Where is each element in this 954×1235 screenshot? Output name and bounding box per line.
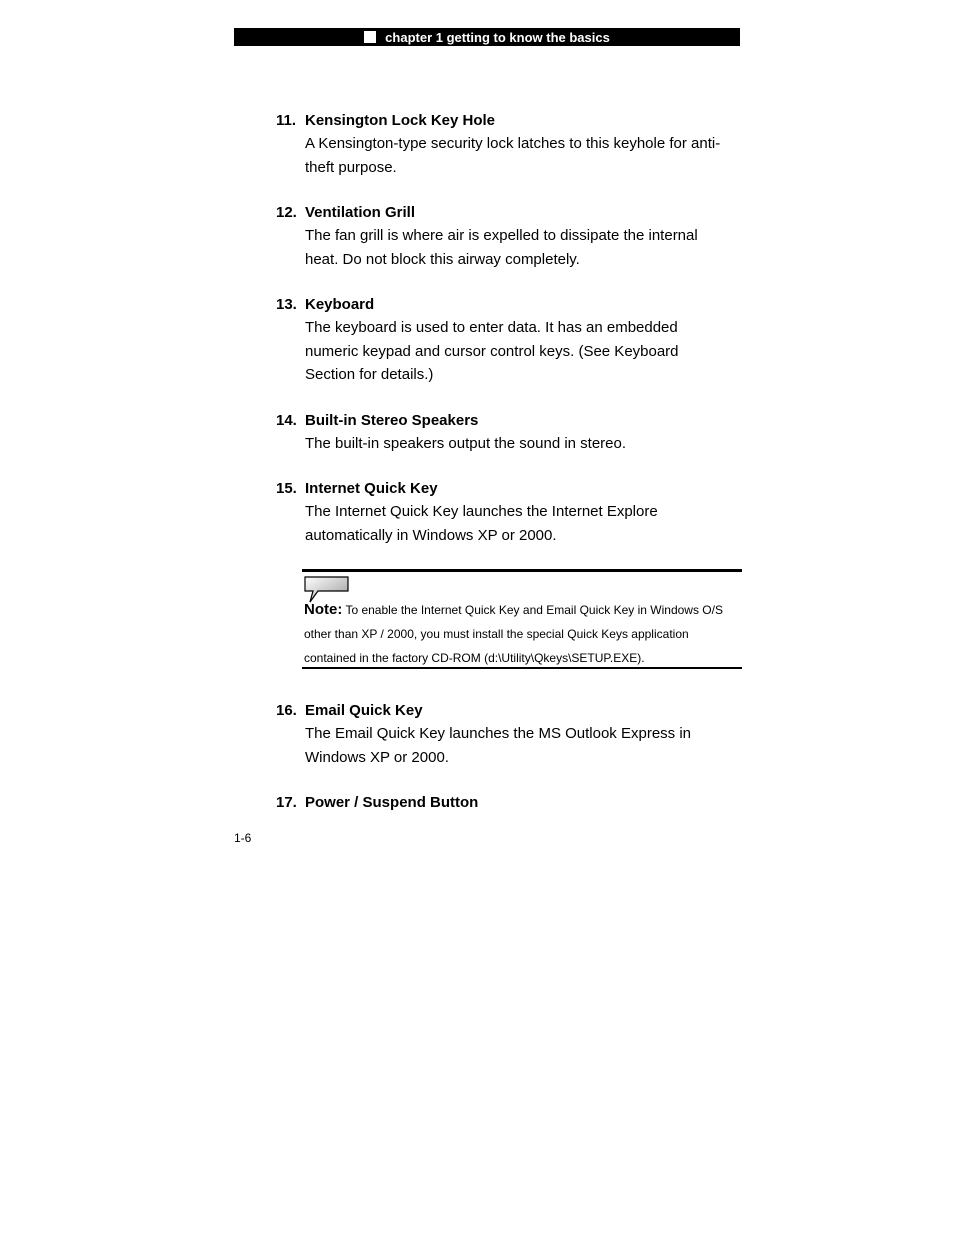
list-item [276, 409, 746, 456]
item-heading [276, 201, 746, 224]
item-number: 14. [276, 411, 297, 429]
list-item [276, 791, 746, 814]
item-number: 13. [276, 296, 297, 313]
item-number: 12. [276, 204, 297, 221]
item-number: 16. [276, 702, 297, 719]
item-title: Ventilation Grill [305, 204, 416, 221]
list-item [276, 293, 746, 387]
item-heading [276, 699, 746, 722]
note-box [302, 569, 742, 669]
list-item [276, 699, 746, 769]
item-heading [276, 477, 746, 500]
list-item [276, 109, 746, 179]
header-square-icon [364, 31, 376, 43]
note-text: To enable the Internet Quick Key and Email Quick Key in Windows O/S other than XP / 2000, you must install the special Quick Keys application contained in the factory CD-ROM (d:\Utility\Qkeys\SETUP.EXE). [304, 603, 723, 665]
list-item [276, 201, 746, 271]
chapter-header [234, 28, 740, 46]
item-title: Power / Suspend Button [305, 794, 479, 811]
chapter-title: chapter 1 getting to know the basics [385, 29, 610, 45]
note-label: Note: [304, 601, 343, 618]
item-title: Internet Quick Key [305, 480, 438, 497]
page-content [276, 109, 746, 836]
item-number: 15. [276, 480, 297, 497]
list-item [276, 477, 746, 547]
item-title: Kensington Lock Key Hole [305, 112, 496, 129]
item-title: Built-in Stereo Speakers [305, 411, 479, 429]
item-heading [276, 409, 746, 432]
item-description: The Internet Quick Key launches the Internet Explore automatically in Windows XP or 2000. [305, 503, 658, 544]
item-number: 17. [276, 794, 297, 811]
item-description: The built-in speakers output the sound in stereo. [305, 434, 627, 452]
item-heading [276, 293, 746, 316]
item-description: The keyboard is used to enter data. It has an embedded numeric keypad and cursor control keys. (See Keyboard Section for details.) [305, 319, 679, 383]
page-number: 1-6 [234, 831, 252, 845]
item-description: A Kensington-type security lock latches to this keyhole for anti-theft purpose. [305, 135, 721, 176]
item-title: Keyboard [305, 296, 375, 313]
item-title: Email Quick Key [305, 702, 423, 719]
item-description: The Email Quick Key launches the MS Outlook Express in Windows XP or 2000. [305, 725, 692, 766]
item-description: The fan grill is where air is expelled to dissipate the internal heat. Do not block this airway completely. [305, 227, 698, 268]
item-heading [276, 109, 746, 132]
note-text-block [304, 598, 742, 670]
item-heading [276, 791, 746, 814]
item-number: 11. [276, 112, 297, 129]
